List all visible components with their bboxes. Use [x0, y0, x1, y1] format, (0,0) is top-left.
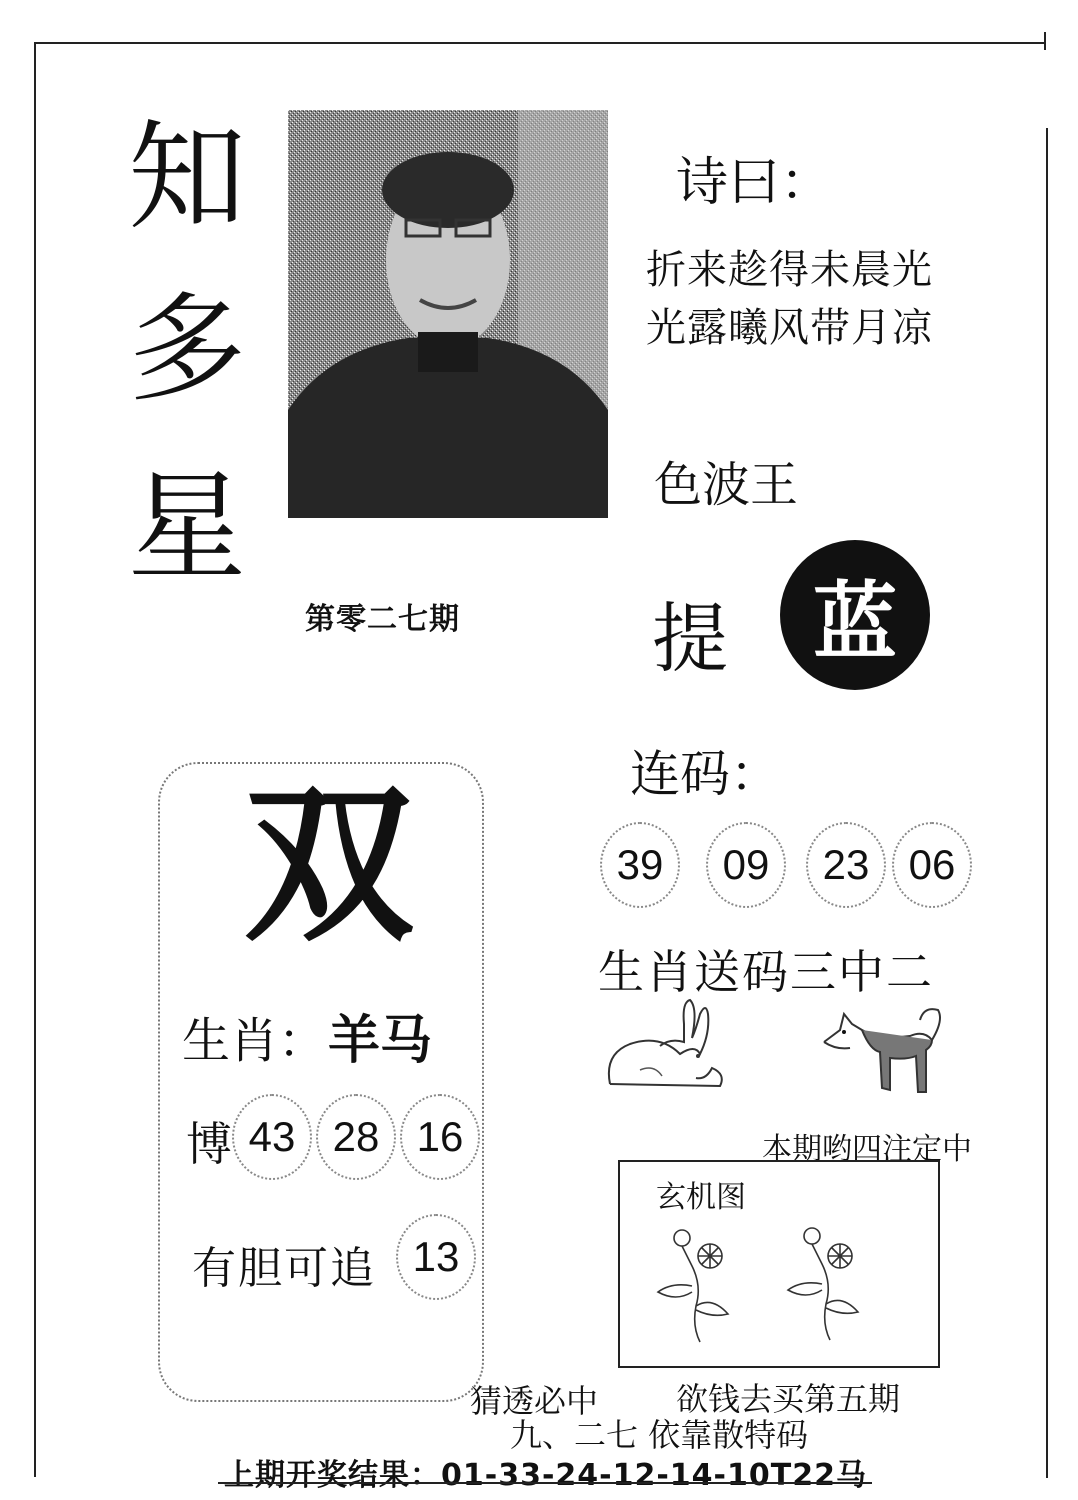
title-char-1: 知 [127, 108, 246, 246]
title-char-2: 多 [127, 280, 246, 418]
hint-color: 蓝 [812, 572, 897, 671]
portrait-photo [288, 110, 608, 518]
poem-line-1: 折来趁得未晨光 [646, 247, 933, 293]
lianma-ball: 06 [892, 822, 972, 908]
zodiac-gift-label: 生肖送码三中二 [598, 945, 934, 999]
color-wave-label: 色波王 [654, 457, 799, 513]
title-char-3: 星 [127, 458, 246, 596]
zodiac-label: 生肖： [182, 1013, 327, 1069]
flower-icon [652, 1226, 752, 1346]
zodiac-value: 羊马 [328, 1010, 433, 1071]
footer-line1-left: 猜透必中 [470, 1382, 599, 1420]
poem-heading: 诗曰： [676, 153, 833, 213]
bo-ball: 28 [316, 1094, 396, 1180]
dog-icon [820, 1000, 950, 1100]
mystic-title: 玄机图 [656, 1180, 746, 1215]
bo-label: 博 [186, 1117, 232, 1171]
chase-label: 有胆可追 [192, 1243, 376, 1294]
frame-corner-mark [1044, 32, 1046, 50]
lianma-ball: 23 [806, 822, 886, 908]
hint-color-circle [780, 540, 930, 690]
lianma-ball: 39 [600, 822, 680, 908]
footer-line2: 九、二七 依靠散特码 [510, 1416, 809, 1454]
rabbit-icon [600, 994, 730, 1094]
lianma-ball: 09 [706, 822, 786, 908]
hint-label: 提 [652, 594, 728, 683]
last-result: 上期开奖结果：01-33-24-12-14-10T22马 [224, 1458, 867, 1493]
note-text: 本期哟四注定中 [762, 1132, 972, 1167]
flower-icon [782, 1224, 882, 1344]
frame-top-border [34, 42, 1046, 44]
frame-right-border [1046, 128, 1048, 1478]
frame-left-border [34, 42, 36, 1477]
poem-line-2: 光露曦风带月凉 [646, 305, 933, 351]
footer-line1-right: 欲钱去买第五期 [676, 1380, 901, 1418]
big-char: 双 [244, 765, 415, 965]
chase-ball: 13 [396, 1214, 476, 1300]
bo-ball: 16 [400, 1094, 480, 1180]
bo-ball: 43 [232, 1094, 312, 1180]
issue-number: 第零二七期 [305, 602, 460, 637]
lianma-label: 连码： [630, 745, 780, 803]
result-underline [218, 1482, 872, 1484]
